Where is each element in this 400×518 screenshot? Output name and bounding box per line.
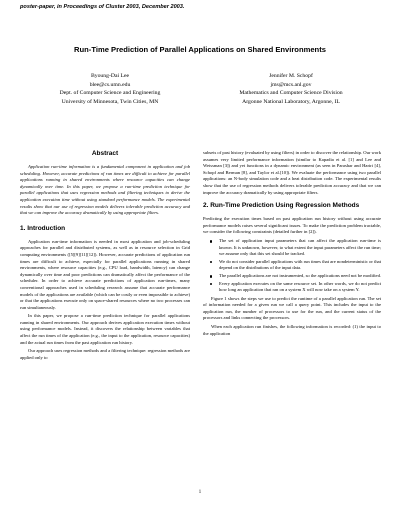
constraint-item: The set of application input parameters that can affect the application run-time is known. It is unknown, however, to what extent the input parameters affect the run time; we assume only that this set should be tracked. bbox=[219, 237, 381, 257]
section-2-paragraph-1: Predicting the execution times based on past application run history without using accurate performance models raises several significant issues. To make the prediction problem tractable, we consider the following constraints (detailed further in [2]). bbox=[203, 216, 381, 235]
constraint-item: We do not consider parallel applications with run times that are nondeterministic or that depend on the distributions of the input data. bbox=[219, 258, 381, 271]
right-column bbox=[203, 150, 381, 339]
section-2-paragraph-3: When each application run finishes, the following information is recorded: (1) the input to the application bbox=[203, 324, 381, 336]
author-name: Jennifer M. Schopf bbox=[269, 73, 313, 79]
author-block-2 bbox=[200, 72, 382, 106]
author-dept: Dept. of Computer Science and Engineering bbox=[59, 90, 161, 97]
author-name: Byoung-Dai Lee bbox=[90, 73, 130, 79]
author-dept: Mathematics and Computer Science Division bbox=[239, 90, 343, 97]
left-column bbox=[20, 150, 190, 363]
intro-paragraph-2: In this paper, we propose a run-time prediction technique for parallel applications running in shared environments. Our approach derives application execution times without using performance models. Instead, it discovers the relationship between variables that affect the run times of the application (e.g., the input to the application, resource capacities) and the actual run times from the past application run history. bbox=[20, 313, 190, 345]
constraint-item: The parallel applications are not instrumented, so the applications need not be modified. bbox=[219, 272, 382, 278]
page-number: 1 bbox=[198, 490, 202, 495]
author-affiliation: Argonne National Laboratory, Argonne, IL bbox=[242, 98, 340, 105]
paper-title: Run-Time Prediction of Parallel Applications on Shared Environments bbox=[74, 45, 326, 54]
intro-continuation: subsets of past history (evaluated by using filters) in order to discover the relationship. Our work assumes very limited performance information (similar to Kapadia et al. [1] and Lee and Weissman [3]) and yet functions in a dynamic environment (as seen in Parashar and Hariri [4], Schopf and Berman [8], and Taylor et al.[10]). We evaluate the performance using two parallel applications: an N-body simulation code and a heat distribution code. The experimental results show that the use of regression methods delivers tolerable prediction accuracy and that we can improve the accuracy dramatically by using appropriate filters. bbox=[203, 150, 381, 195]
constraint-item: Every application executes on the same resource set. In other words, we do not predict how long an application that ran on a system X will now take on a system Y. bbox=[219, 280, 381, 293]
section-2-paragraph-2: Figure 1 shows the steps we use to predict the runtime of a parallel application run. The set of information needed for a given run we call a query point. This includes the input to the application run, the number of processors to use for the run, and the current status of the processors and links connecting the processors. bbox=[203, 295, 381, 321]
intro-paragraph-1: Application run-time information is needed in most application and job-scheduling approaches for parallel and distributed systems, as well as in resource selection in Grid computing environments ([5][9][11][12]). However, accurate predictions of application run times are difficult to achieve, especially for parallel applications running in shared environments, where resource capacities (e.g., CPU load, bandwidth, latency) can change dynamically over time and poor predictions can dramatically affect the performance of the scheduler. In order to achieve accurate predictions of application run-times, many conventional approaches used in scheduling research assume that accurate performance models of the applications are available (which can be costly or even impossible to achieve) or that the applications execute only on space-shared resources where no two processes can run simultaneously. bbox=[20, 238, 190, 310]
author-email: jms@mcs.anl.gov bbox=[270, 81, 312, 88]
author-block-1 bbox=[20, 72, 200, 106]
constraints-list bbox=[203, 238, 381, 294]
intro-paragraph-3: Our approach uses regression methods and a filtering technique: regression methods are applied only to bbox=[20, 348, 190, 360]
author-affiliation: University of Minnesota, Twin Cities, MN bbox=[61, 98, 159, 105]
abstract-text: Application run-time information is a fundamental component in application and job scheduling. However, accurate predictions of run times are difficult to achieve for parallel applications running in shared environments where resource capacities can change dynamically over time. In this paper, we propose a run-time prediction technique for parallel applications that uses regression methods and filtering techniques to derive the application execution time without using standard performance models. The experimental results show that our use of regression models delivers tolerable prediction accuracy and that we can improve the accuracy dramatically by using appropriate filters. bbox=[20, 164, 190, 216]
author-email: blee@cs.umn.edu bbox=[89, 81, 131, 88]
introduction-heading: 1. Introduction bbox=[20, 224, 66, 232]
header-note: poster-paper, in Proceedings of Cluster 2003, December 2003. bbox=[20, 4, 185, 10]
abstract-heading: Abstract bbox=[91, 150, 119, 157]
section-2-heading: 2. Run-Time Prediction Using Regression Methods bbox=[203, 202, 360, 210]
